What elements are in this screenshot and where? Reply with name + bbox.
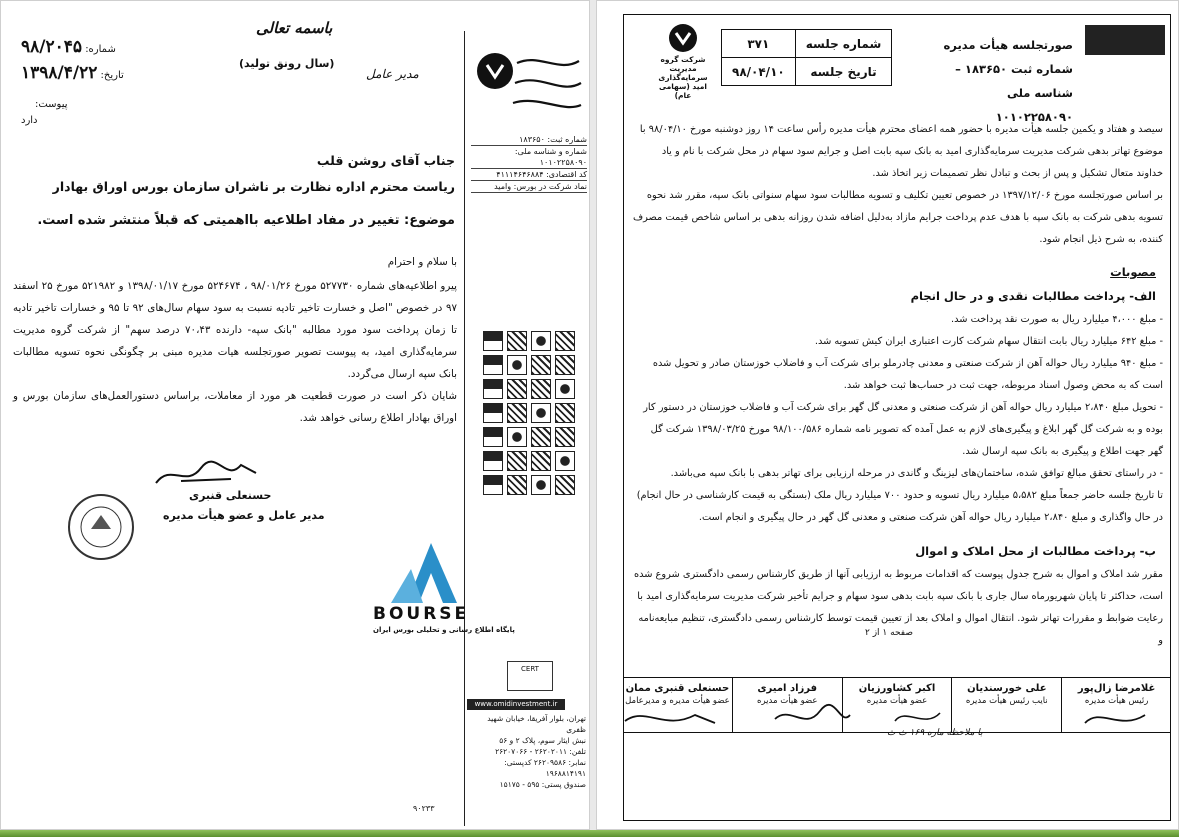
minutes-title-line-1: صورتجلسه هیأت مدیره bbox=[943, 38, 1073, 52]
signer-name: فرزاد امیری bbox=[757, 683, 818, 694]
signer-name: غلامرضا زال‌پور bbox=[1077, 683, 1156, 694]
ceo-handwritten-note: مدیر عامل bbox=[366, 67, 419, 81]
registration-number: شماره ثبت: ۱۸۳۶۵۰ bbox=[471, 134, 587, 146]
affiliate-logo-icon bbox=[555, 379, 575, 399]
resolution-a-1: - مبلغ ۴،۰۰۰ میلیارد ریال به صورت نقد پرداخت شد. bbox=[951, 314, 1163, 325]
affiliate-logo-icon bbox=[483, 427, 503, 447]
omid-minutes-logo bbox=[653, 23, 713, 100]
affiliate-logo-icon bbox=[555, 355, 575, 375]
signer-role: نایب رئیس هیأت مدیره bbox=[965, 696, 1048, 706]
affiliate-logo-icon bbox=[555, 475, 575, 495]
footer-code: ۹۰۲۳۳ bbox=[413, 804, 435, 813]
recipient-title: ریاست محترم اداره نظارت بر ناشران سازمان بورس اوراق بهادار bbox=[52, 179, 455, 194]
letter-number-value: ۹۸/۲۰۴۵ bbox=[21, 37, 82, 57]
session-number-value: ۳۷۱ bbox=[722, 30, 796, 58]
letter-paragraph-2: شایان ذکر است در صورت قطعیت هر مورد از معاملات، براساس دستورالعمل‌های سازمان بورس و اوراق بهادار اطلاع رسانی خواهد شد. bbox=[13, 390, 457, 424]
affiliate-logo-icon bbox=[507, 355, 527, 375]
signer-role: عضو هیأت مدیره bbox=[866, 696, 928, 706]
letter-attachment-label: پیوست: bbox=[34, 99, 68, 110]
section-a-heading: الف- پرداخت مطالبات نقدی و در حال انجام bbox=[910, 289, 1156, 303]
letter-greeting: با سلام و احترام bbox=[387, 256, 457, 268]
resolution-a-5: - در راستای تحقق مبالغ توافق شده، ساختمان‌های لیزینگ و گاندی در مرحله ارزیابی برای تهاتر بدهی با بانک سپه می‌باشد. bbox=[670, 468, 1163, 479]
signer-name: حسنعلی قنبری ممان bbox=[625, 683, 730, 694]
signer-title: مدیر عامل و عضو هیأت مدیره bbox=[163, 509, 325, 522]
affiliate-logo-icon bbox=[507, 379, 527, 399]
signer-role: عضو هیأت مدیره و مدیرعامل bbox=[625, 696, 730, 706]
letter-subject: موضوع: تغییر در مفاد اطلاعیه بااهمیتی که قبلاً منتشر شده است. bbox=[37, 213, 455, 228]
letter-number-label: شماره: bbox=[85, 44, 116, 55]
letter-number bbox=[21, 37, 116, 57]
address-pobox: صندوق پستی: ۵۹۵ - ۱۵۱۷۵ bbox=[499, 780, 586, 789]
affiliate-logo-icon bbox=[507, 403, 527, 423]
certification-badge bbox=[507, 661, 553, 691]
letter-body bbox=[13, 251, 457, 429]
affiliate-logo-icon bbox=[531, 403, 551, 423]
affiliate-logo-icon bbox=[555, 403, 575, 423]
national-emblem-icon bbox=[1085, 25, 1165, 55]
affiliate-logo-icon bbox=[531, 451, 551, 471]
omid-logo-caption: شرکت گروه مدیریت سرمایه‌گذاری امید (سهامی عام) bbox=[658, 55, 708, 100]
affiliate-logo-icon bbox=[507, 427, 527, 447]
section-b-heading: ب- پرداخت مطالبات از محل املاک و اموال bbox=[915, 544, 1156, 558]
resolution-a-3: - مبلغ ۹۴۰ میلیارد ریال حواله آهن از شرکت صنعتی و معدنی چادرملو برای شرکت آب و فاضلاب خوزستان صادر و تحویل شده است که به محض وصول اسناد مربوطه، جهت ثبت در حساب‌ها ثبت خواهد شد. bbox=[652, 358, 1163, 391]
cover-letter-page bbox=[0, 0, 590, 830]
resolution-a-2: - مبلغ ۶۴۲ میلیارد ریال بابت انتقال سهام شرکت کارت اعتباری ایران کیش تسویه شد. bbox=[814, 336, 1163, 347]
national-id: شماره و شناسه ملی: ۱۰۱۰۲۲۵۸۰۹۰ bbox=[471, 146, 587, 169]
omid-group-logo-icon bbox=[469, 43, 583, 121]
letter-attachment-value: دارد bbox=[21, 115, 38, 126]
signer-name: حسنعلی قنبری bbox=[189, 489, 272, 502]
resolution-a-4: - تحویل مبلغ ۲،۸۴۰ میلیارد ریال حواله آهن از شرکت صنعتی و معدنی گل گهر برای شرکت آب و فاضلاب خوزستان در دستور کار بوده و به شرکت گل گهر ابلاغ و پیگیری‌های لازم به عمل آمده که تصویر نامه شماره ۹۸/۱۰۰/۵۸۶ مورخ ۱۳۹۸/۰۳/۲۵ شرکت گل گهر جهت اطلاع و پیگیری به بانک سپه ارسال شد. bbox=[643, 402, 1163, 457]
cert-label: CERT bbox=[521, 665, 539, 673]
affiliate-logo-icon bbox=[483, 451, 503, 471]
bourse24-logo-icon bbox=[367, 539, 497, 605]
affiliate-logo-icon bbox=[507, 475, 527, 495]
minutes-title-line-2: شماره ثبت ۱۸۳۶۵۰ – شناسه ملی bbox=[955, 62, 1073, 100]
letter-date bbox=[21, 63, 124, 83]
handwritten-signatures-icon bbox=[605, 701, 1165, 741]
affiliate-logo-icon bbox=[531, 475, 551, 495]
signer-role: رئیس هیأت مدیره bbox=[1084, 696, 1149, 706]
affiliate-logos-grid bbox=[483, 331, 575, 495]
address-phone: تلفن: ۲۶۲۰۲۰۱۱ - ۲۶۲۰۷۰۶۶ bbox=[495, 747, 586, 756]
session-date-value: ۹۸/۰۴/۱۰ bbox=[722, 58, 796, 86]
stamp-note: با ملاحظه ماره ۱۶۹ ث ث bbox=[887, 728, 983, 738]
company-seal-icon bbox=[65, 491, 137, 563]
bourse-ticker: نماد شرکت در بورس: وامید bbox=[471, 181, 587, 193]
address-line-1: تهران، بلوار آفریقا، خیابان شهید ظفری bbox=[487, 714, 586, 734]
signer-name: علی خورسندیان bbox=[967, 683, 1047, 694]
session-info-table bbox=[721, 29, 892, 86]
affiliate-logo-icon bbox=[531, 355, 551, 375]
resolutions-heading: مصوبات bbox=[1110, 265, 1156, 279]
registration-info bbox=[471, 134, 587, 193]
affiliate-logo-icon bbox=[507, 451, 527, 471]
board-minutes-page bbox=[596, 0, 1179, 830]
recipient-name: جناب آقای روشن قلب bbox=[316, 153, 455, 168]
minutes-intro: سیصد و هفتاد و یکمین جلسه هیأت مدیره با حضور همه اعضای محترم هیأت مدیره رأس ساعت ۱۴ روز دوشنبه مورخ ۹۸/۰۴/۱۰ با موضوع تهاتر بدهی شرکت مدیریت سرمایه‌گذاری امید به بانک سپه بابت اصل و جرایم سود سهام در محل شرکت با نام و یاد خداوند متعال تشکیل و پس از بحث و تبادل نظر تصمیمات زیر اتخاذ شد. bbox=[639, 124, 1163, 179]
signer-role: عضو هیأت مدیره bbox=[757, 696, 818, 706]
company-address bbox=[471, 713, 586, 790]
bismillah-heading: باسمه تعالی bbox=[256, 19, 333, 37]
letter-paragraph-1: پیرو اطلاعیه‌های شماره ۵۲۷۷۳۰ مورخ ۹۸/۰۱/۲۶ ، ۵۲۴۶۷۴ مورخ ۱۳۹۸/۰۱/۱۷ و ۵۲۱۹۸۲ مورخ ۲۵ اسفند ۹۷ در خصوص "اصل و خسارت تاخیر تادیه نسبت به سود سهام سال‌های ۹۲ تا ۹۵ و خسارات تاخیر تادیه تا زمان پرداخت سود مورد مطالبه "بانک سپه- دارنده ۷۰،۴۳ درصد سهم" از شرکت گروه مدیریت سرمایه‌گذاری امید، به پیوست تصویر صورتجلسه هیات مدیره مبنی بر چگونگی نحوه تسویه مطالبات بانک سپه ارسال می‌گردد. bbox=[13, 280, 457, 380]
affiliate-logo-icon bbox=[483, 475, 503, 495]
affiliate-logo-icon bbox=[555, 427, 575, 447]
company-website: www.omidinvestment.ir bbox=[467, 699, 565, 710]
affiliate-logo-icon bbox=[555, 451, 575, 471]
signer-name: اکبر کشاورزیان bbox=[858, 683, 936, 694]
ceo-signature-icon bbox=[151, 453, 261, 493]
session-number-label: شماره جلسه bbox=[795, 30, 892, 58]
window-taskbar bbox=[0, 830, 1179, 837]
address-fax: نمابر: ۲۶۲۰۹۵۸۶ کدپستی: ۱۹۶۸۸۱۴۱۹۱ bbox=[504, 758, 586, 778]
resolution-b-1: مقرر شد املاک و اموال به شرح جدول پیوست که اقدامات مربوط به ارزیابی آنها از طریق کارشناس رسمی دادگستری شروع شده است، حداکثر تا پایان شهریورماه سال جاری با بانک سپه بابت بدهی سود سهام و جرایم تأخیر شرکت مدیریت سرمایه‌گذاری امید با رعایت ضوابط و مقررات تهاتر شود. انتقال اموال و املاک بعد از تعیین قیمت توسط کارشناس رسمی دادگستری، تنظیم مبایعه‌نامه و bbox=[633, 569, 1163, 646]
resolution-a-items bbox=[633, 309, 1163, 529]
page-number: صفحه ۱ از ۲ bbox=[865, 628, 913, 638]
minutes-title bbox=[943, 33, 1073, 129]
letter-date-label: تاریخ: bbox=[100, 70, 124, 81]
affiliate-logo-icon bbox=[483, 403, 503, 423]
minutes-intro-2: بر اساس صورتجلسه مورخ ۱۳۹۷/۱۲/۰۶ در خصوص تعیین تکلیف و تسویه مطالبات سود سهام سنواتی بانک سپه، مقرر شد نحوه تسویه بدهی شرکت به بانک سپه با هدف عدم پرداخت جرایم مازاد به‌دلیل اضافه شدن روزانه بدهی بر اساس شاخص قیمت مصرف کننده، به شرح ذیل انجام شود. bbox=[633, 190, 1163, 245]
address-line-2: نبش ایثار سوم، پلاک ۲ و ۵۶ bbox=[499, 736, 586, 745]
affiliate-logo-icon bbox=[483, 355, 503, 375]
affiliate-logo-icon bbox=[555, 331, 575, 351]
affiliate-logo-icon bbox=[531, 331, 551, 351]
letter-attachment bbox=[21, 97, 68, 129]
affiliate-logo-icon bbox=[483, 379, 503, 399]
economic-code: کد اقتصادی: ۴۱۱۱۴۶۴۶۸۸۴ bbox=[471, 169, 587, 181]
resolution-a-6: تا تاریخ جلسه حاضر جمعاً مبلغ ۵،۵۸۲ میلیارد ریال تسویه و حدود ۷۰۰ میلیارد ریال ملک (بستگی به قیمت کارشناسی در حال انجام) در حال واگذاری و مبلغ ۲،۸۴۰ میلیارد ریال حواله آهن شرکت صنعتی و معدنی گل گهر در حال پیگیری و انجام است. bbox=[636, 490, 1163, 523]
minutes-title-line-3: ۱۰۱۰۲۲۵۸۰۹۰ bbox=[995, 110, 1073, 124]
bourse-wordmark: BOURSE bbox=[373, 604, 470, 624]
affiliate-logo-icon bbox=[531, 427, 551, 447]
letter-date-value: ۱۳۹۸/۴/۲۲ bbox=[21, 63, 98, 83]
bourse-tagline: پایگاه اطلاع رسانی و تحلیلی بورس ایران bbox=[373, 626, 515, 634]
year-slogan: (سال رونق تولید) bbox=[239, 57, 335, 70]
affiliate-logo-icon bbox=[483, 331, 503, 351]
affiliate-logo-icon bbox=[531, 379, 551, 399]
session-date-label: تاریخ جلسه bbox=[795, 58, 892, 86]
affiliate-logo-icon bbox=[507, 331, 527, 351]
omid-logo-icon bbox=[668, 23, 698, 53]
